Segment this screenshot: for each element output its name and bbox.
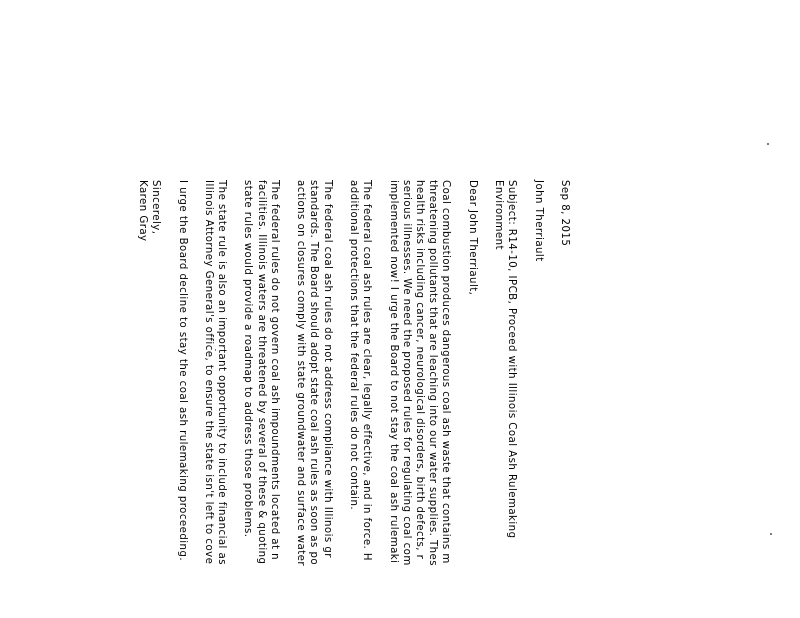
paragraph-line: standards. The Board should adopt state coal ash rules as soon as po xyxy=(308,180,320,566)
paragraph-line: The federal coal ash rules do not address compliance with Illinois gr xyxy=(321,180,333,558)
letter-closing: Sincerely, xyxy=(150,180,162,235)
paragraph-line: The state rule is also an important opportunity to include financial as xyxy=(216,180,228,565)
paragraph-line: The federal rules do not govern coal ash impoundments located at n xyxy=(268,180,280,561)
scan-speck xyxy=(215,349,216,351)
paragraph-line: Coal combustion produces dangerous coal ash waste that contains m xyxy=(440,180,452,564)
letter-subject-line: Subject: R14-10, IPCB, Proceed with Illinois Coal Ash Rulemaking xyxy=(506,180,518,539)
letter-subject-line: Environment xyxy=(493,180,505,250)
paragraph-line: implemented now! I urge the Board to not stay the coal ash rulemaki xyxy=(387,180,399,564)
letter-date: Sep 8, 2015 xyxy=(559,180,570,247)
paragraph-line: facilities. Illinois waters are threatened by several of these & quoting xyxy=(255,180,267,565)
paragraph-line: The federal coal ash rules are clear, legally effective, and in force. H xyxy=(361,180,373,562)
paragraph-line: threatening pollutants that are leaching into our water supplies. Thes xyxy=(427,180,439,567)
letter-salutation: Dear John Therriault, xyxy=(466,180,478,296)
paragraph-line: health risks including cancer, neurological disorders, birth defects, r xyxy=(413,180,425,560)
scan-speck xyxy=(770,533,772,535)
paragraph-line: actions on closures comply with state groundwater and surface water xyxy=(295,180,307,567)
paragraph-line: I urge the Board decline to stay the coal ash rulemaking proceeding. xyxy=(176,180,188,562)
paragraph-line: state rules would provide a roadmap to address those problems. xyxy=(242,180,254,538)
paragraph-line: Illinois Attorney General's office, to ensure the state isn't left to cove xyxy=(202,180,214,565)
scan-speck xyxy=(767,143,769,145)
letter-body xyxy=(136,180,571,618)
paragraph-line: additional protections that the federal rules do not contain. xyxy=(348,180,359,511)
paragraph-line: serious illnesses. We need the proposed rules for regulating coal com xyxy=(400,180,412,566)
letter-recipient: John Therriault xyxy=(532,180,544,262)
letter-signature: Karen Gray xyxy=(137,180,148,242)
